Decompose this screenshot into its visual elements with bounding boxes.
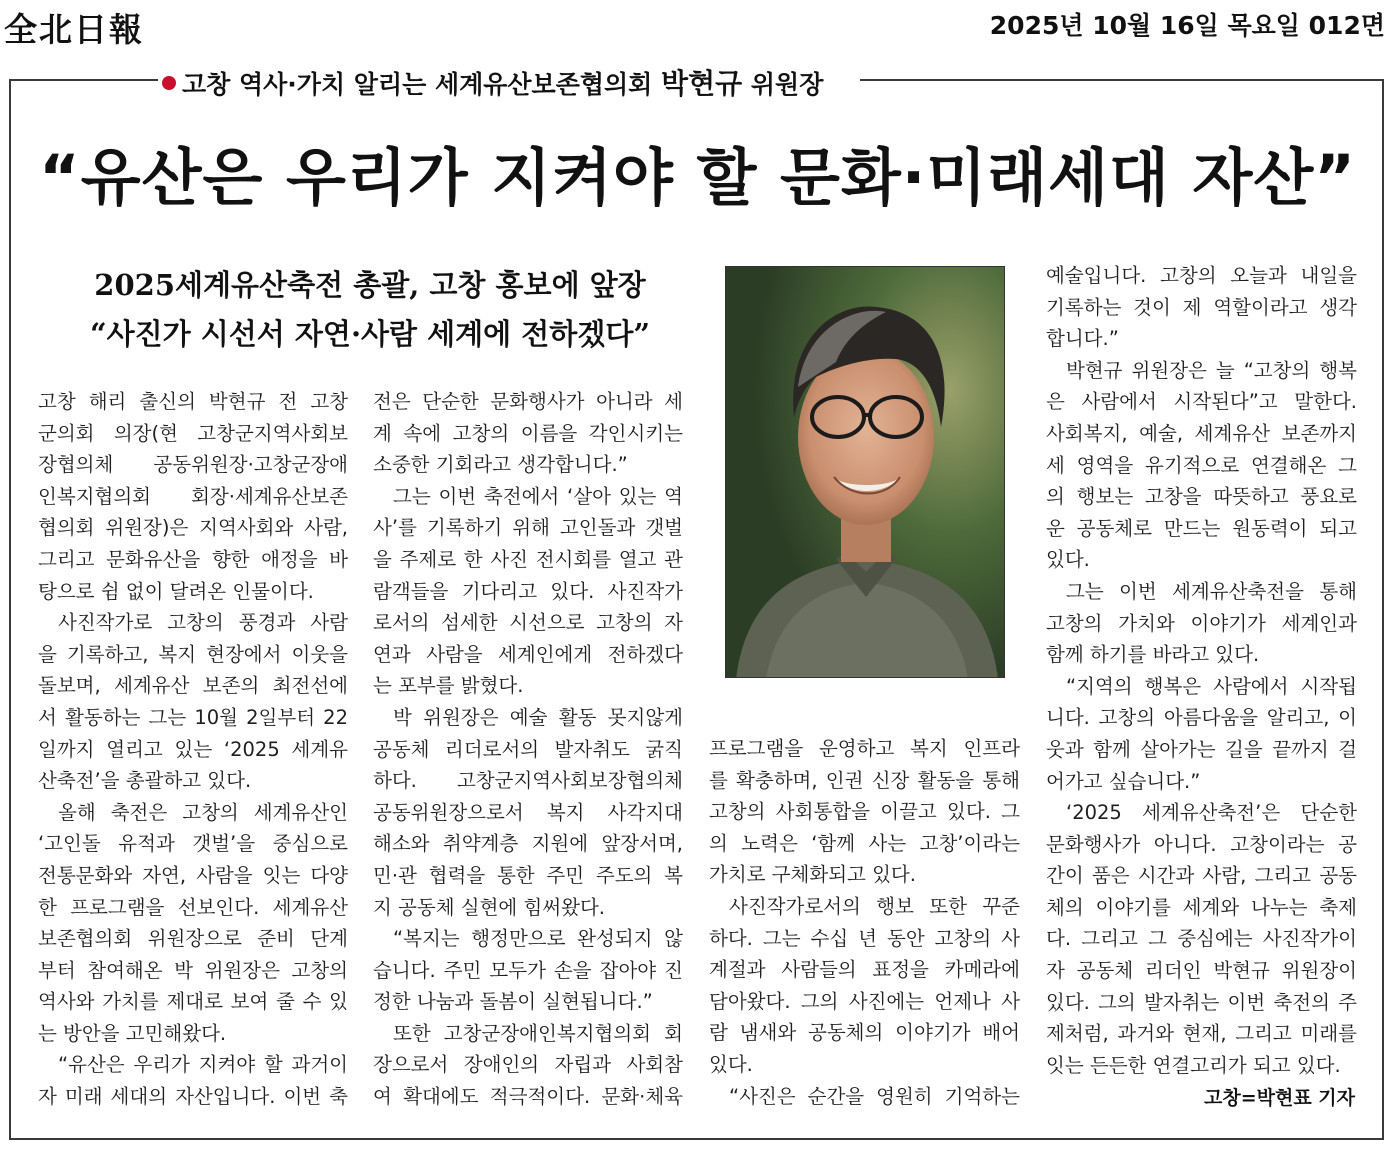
body-text-line: 고창의 사회통합을 이끌고 있다. 그: [709, 800, 1020, 824]
column-4: [1046, 260, 1357, 1081]
kicker: [158, 62, 829, 102]
body-text-line: 함께 하기를 바라고 있다.: [1046, 643, 1260, 667]
body-text-line: 사진작가로 고창의 풍경과 사람: [58, 611, 348, 635]
body-text-line: 는 방안을 고민해왔다.: [38, 1021, 227, 1045]
body-text-line: 자 공동체 리더인 박현규 위원장이: [1046, 959, 1357, 983]
body-text-line: 로서의 섬세한 시선으로 고창의 자: [373, 611, 683, 635]
body-text-line: “사진은 순간을 영원히 기억하는: [729, 1084, 1020, 1108]
subhead-1: 2025세계유산축전 총괄, 고창 홍보에 앞장: [94, 268, 646, 302]
body-text-line: 계 속에 고창의 이름을 각인시키는: [373, 421, 683, 445]
body-text-line: 있다. 그의 발자취는 이번 축전의 주: [1046, 990, 1357, 1014]
body-text-line: 여 확대에도 적극적이다. 문화·체육: [373, 1085, 683, 1109]
body-text-line: 하다. 그는 수십 년 동안 고창의 사: [709, 926, 1020, 950]
kicker-dot-icon: [162, 76, 176, 90]
portrait-photo: [725, 266, 1005, 678]
body-text-line: 민·관 협력을 통한 주민 주도의 복: [373, 863, 683, 887]
body-text-line: 를 확충하며, 인권 신장 활동을 통해: [709, 768, 1020, 792]
column-2: [373, 386, 683, 1113]
body-text-line: 세 영역을 유기적으로 연결해온 그: [1046, 453, 1357, 477]
column-3: [709, 733, 1020, 1112]
body-text-line: 고창의 가치와 이야기가 세계인과: [1046, 611, 1357, 635]
body-text-line: 산축전’을 총괄하고 있다.: [38, 769, 252, 793]
body-text-line: 지 공동체 실현에 힘써왔다.: [373, 895, 606, 919]
body-text-line: 사회복지, 예술, 세계유산 보존까지: [1046, 421, 1357, 445]
body-text-line: 을 기록하고, 복지 현장에서 이웃을: [38, 642, 348, 666]
portrait-image: [726, 267, 1005, 678]
body-text-line: 사진작가로서의 행보 또한 꾸준: [729, 894, 1020, 918]
byline: 고창=박현표 기자: [1203, 1087, 1355, 1109]
body-text-line: 전통문화와 자연, 사람을 잇는 다양: [38, 863, 348, 887]
body-text-line: 역사와 가치를 제대로 보여 줄 수 있: [38, 990, 348, 1014]
body-text-line: 한 프로그램을 선보인다. 세계유산: [38, 895, 348, 919]
body-text-line: 웃과 함께 살아가는 길을 끝까지 걸: [1046, 737, 1357, 761]
kicker-text: 고창 역사·가치 알리는 세계유산보존협의회: [182, 70, 653, 99]
body-text-line: 람객들을 기다리고 있다. 사진작가: [373, 579, 683, 603]
body-text-line: 인복지협의회 회장·세계유산보존: [38, 484, 348, 508]
frame-top-right-rule: [860, 79, 1384, 81]
body-text-line: 하다. 고창군지역사회보장협의체: [373, 769, 683, 793]
subhead-2: “사진가 시선서 자연·사람 세계에 전하겠다”: [89, 317, 651, 351]
body-text-line: 군의회 의장(현 고창군지역사회보: [38, 421, 348, 445]
body-text-line: 다. 그리고 그 중심에는 사진작가이: [1046, 927, 1357, 951]
body-text-line: ‘고인돌 유적과 갯벌’을 중심으로: [38, 832, 348, 856]
body-text-line: 람 냄새와 공동체의 이야기가 배어: [709, 1021, 1020, 1045]
body-text-line: 체의 이야기를 세계와 나누는 축제: [1046, 895, 1357, 919]
body-text-line: 담아왔다. 그의 사진에는 언제나 사: [709, 989, 1020, 1013]
masthead-logo: 全北日報: [4, 10, 144, 49]
body-text-line: 기록하는 것이 제 역할이라고 생각: [1046, 295, 1357, 319]
body-text-line: 해소와 취약계층 지원에 앞장서며,: [373, 832, 683, 856]
body-text-line: 소중한 기회라고 생각합니다.”: [373, 453, 628, 477]
body-text-line: 계절과 사람들의 표정을 카메라에: [709, 958, 1020, 982]
body-text-line: 부터 참여해온 박 위원장은 고창의: [38, 958, 348, 982]
body-text-line: 일까지 열리고 있는 ‘2025 세계유: [38, 737, 348, 761]
kicker-title: 위원장: [750, 70, 824, 99]
body-text-line: 프로그램을 운영하고 복지 인프라: [709, 737, 1020, 760]
body-text-line: 합니다.”: [1046, 327, 1119, 351]
body-text-line: 올해 축전은 고창의 세계유산인: [58, 800, 348, 824]
headline: “유산은 우리가 지켜야 할 문화·미래세대 자산”: [38, 141, 1357, 214]
body-text-line: 잇는 든든한 연결고리가 되고 있다.: [1046, 1053, 1341, 1077]
body-text-line: 의 노력은 ‘함께 사는 고창’이라는: [709, 831, 1020, 855]
body-text-line: 보존협의회 위원장으로 준비 단계: [38, 927, 348, 951]
body-text-line: 문화행사가 아니다. 고창이라는 공: [1046, 832, 1357, 856]
body-text-line: “유산은 우리가 지켜야 할 과거이: [58, 1053, 348, 1077]
body-text-line: 공동위원장으로서 복지 사각지대: [373, 800, 683, 824]
body-text-line: 있다.: [709, 1052, 753, 1076]
body-text-line: “복지는 행정만으로 완성되지 않: [393, 927, 683, 951]
body-text-line: 사’를 기록하기 위해 고인돌과 갯벌: [373, 516, 683, 540]
column-1: [38, 386, 348, 1113]
body-text-line: 그리고 문화유산을 향한 애정을 바: [38, 547, 348, 571]
body-text-line: 가치로 구체화되고 있다.: [709, 863, 916, 887]
body-text-line: 협의회 위원장)은 지역사회와 사람,: [38, 516, 348, 540]
body-text-line: 을 주제로 한 사진 전시회를 열고 관: [373, 547, 683, 571]
body-text-line: 의 행보는 고창을 따뜻하고 풍요로: [1046, 485, 1357, 509]
body-text-line: 그는 이번 축전에서 ‘살아 있는 역: [393, 484, 683, 508]
body-text-line: 공동체 리더로서의 발자취도 굵직: [373, 737, 683, 761]
body-text-line: 박 위원장은 예술 활동 못지않게: [393, 705, 683, 729]
body-text-line: 자 미래 세대의 자산입니다. 이번 축: [38, 1085, 348, 1109]
body-text-line: 그는 이번 세계유산축전을 통해: [1066, 579, 1357, 603]
body-text-line: 서 활동하는 그는 10월 2일부터 22: [38, 705, 348, 729]
body-text-line: 탕으로 쉼 없이 달려온 인물이다.: [38, 579, 314, 603]
body-text-line: 박현규 위원장은 늘 “고창의 행복: [1066, 358, 1357, 382]
body-text-line: 어가고 싶습니다.”: [1046, 769, 1201, 793]
body-text-line: 제처럼, 과거와 현재, 그리고 미래를: [1046, 1022, 1357, 1046]
body-text-line: 는 포부를 밝혔다.: [373, 674, 524, 698]
body-text-line: 예술입니다. 고창의 오늘과 내일을: [1046, 264, 1357, 287]
body-text-line: 간이 품은 시간과 사람, 그리고 공동: [1046, 864, 1357, 888]
frame-top-left-rule: [9, 79, 159, 81]
body-text-line: 돌보며, 세계유산 보존의 최전선에: [38, 674, 348, 698]
body-text-line: 전은 단순한 문화행사가 아니라 세: [373, 390, 683, 413]
body-text-line: 정한 나눔과 돌봄이 실현됩니다.”: [373, 990, 653, 1014]
body-text-line: 고창 해리 출신의 박현규 전 고창: [38, 390, 348, 413]
body-text-line: 또한 고창군장애인복지협의회 회: [393, 1021, 683, 1045]
masthead-date: 2025년 10월 16일 목요일 012면: [989, 11, 1385, 40]
body-text-line: 니다. 고창의 아름다움을 알리고, 이: [1046, 706, 1357, 730]
body-text-line: “지역의 행복은 사람에서 시작됩: [1066, 674, 1357, 698]
body-text-line: 연과 사람을 세계인에게 전하겠다: [373, 642, 683, 666]
body-text-line: 은 사람에서 시작된다”고 말한다.: [1046, 390, 1357, 414]
body-text-line: ‘2025 세계유산축전’은 단순한: [1066, 801, 1357, 825]
body-text-line: 장협의체 공동위원장·고창군장애: [38, 453, 348, 477]
kicker-name: 박현규: [661, 67, 743, 100]
body-text-line: 있다.: [1046, 548, 1090, 572]
body-text-line: 습니다. 주민 모두가 손을 잡아야 진: [373, 958, 683, 982]
body-text-line: 장으로서 장애인의 자립과 사회참: [373, 1053, 683, 1077]
body-text-line: 운 공동체로 만드는 원동력이 되고: [1046, 516, 1357, 540]
